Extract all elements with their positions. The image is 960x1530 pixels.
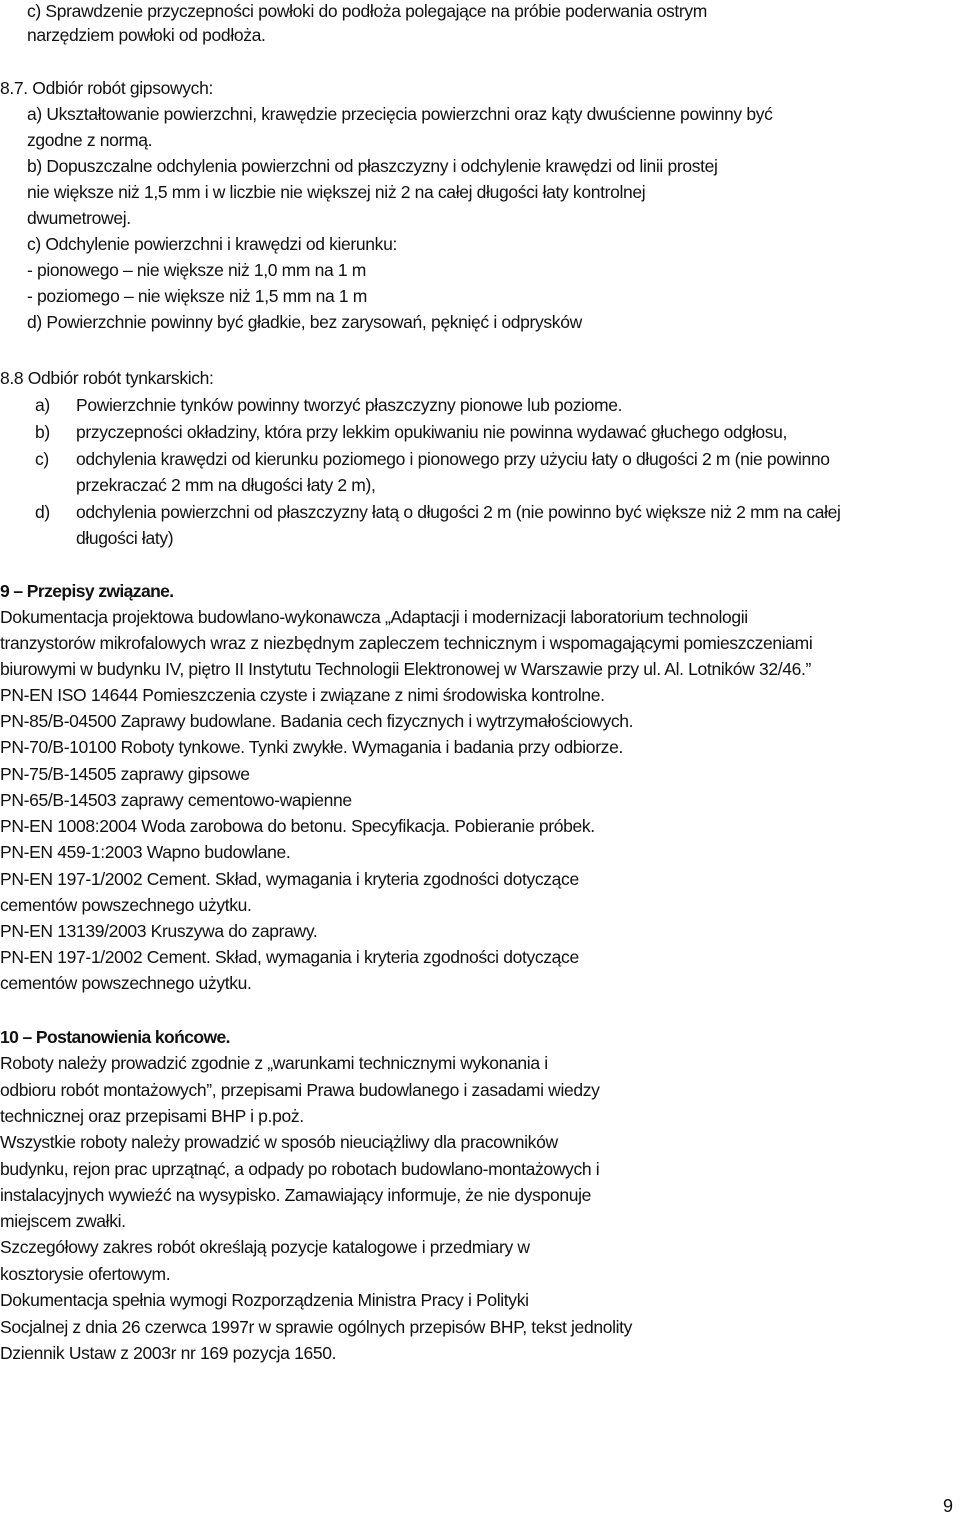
- section-9-line-12: cementów powszechnego użytku.: [0, 895, 252, 915]
- section-8-7-c-line-3: - poziomego – nie większe niż 1,5 mm na 1 m: [27, 286, 367, 306]
- section-8-7-a-line-1: a) Ukształtowanie powierzchni, krawędzie przecięcia powierzchni oraz kąty dwuścienne powinny być: [27, 104, 773, 124]
- section-10-line-6: instalacyjnych wywieźć na wysypisko. Zamawiający informuje, że nie dysponuje: [0, 1185, 592, 1205]
- page-number: 9: [943, 1496, 953, 1516]
- section-9-line-3: biurowymi w budynku IV, piętro II Instytutu Technologii Elektronowej w Warszawie przy ul. Al. Lotników 32/46.”: [0, 659, 811, 679]
- section-10-line-5: budynku, rejon prac uprzątnąć, a odpady po robotach budowlano-montażowych i: [0, 1159, 600, 1179]
- section-9-line-13: PN-EN 13139/2003 Kruszywa do zaprawy.: [0, 921, 318, 941]
- section-8-7-c-line-1: c) Odchylenie powierzchni i krawędzi od kierunku:: [27, 234, 397, 254]
- section-10-line-8: Szczegółowy zakres robót określają pozycje katalogowe i przedmiary w: [0, 1237, 530, 1257]
- section-9-line-7: PN-75/B-14505 zaprawy gipsowe: [0, 764, 250, 784]
- section-9-line-14: PN-EN 197-1/2002 Cement. Skład, wymagania i kryteria zgodności dotyczące: [0, 947, 579, 967]
- section-8-8-item-d-label: d): [35, 502, 50, 522]
- section-10-line-4: Wszystkie roboty należy prowadzić w sposób nieuciążliwy dla pracowników: [0, 1132, 558, 1152]
- section-9-line-4: PN-EN ISO 14644 Pomieszczenia czyste i związane z nimi środowiska kontrolne.: [0, 685, 605, 705]
- section-8-7-heading: 8.7. Odbiór robót gipsowych:: [0, 78, 213, 98]
- section-8-8-item-d-line-1: odchylenia powierzchni od płaszczyzny łatą o długości 2 m (nie powinno być większe niż 2 mm na całej: [76, 502, 841, 522]
- section-10-line-10: Dokumentacja spełnia wymogi Rozporządzenia Ministra Pracy i Polityki: [0, 1290, 529, 1310]
- prev-section-c-line-2: narzędziem powłoki od podłoża.: [27, 25, 266, 45]
- section-10-line-9: kosztorysie ofertowym.: [0, 1264, 171, 1284]
- section-8-7-b-line-3: dwumetrowej.: [27, 208, 131, 228]
- section-8-8-item-d-line-2: długości łaty): [76, 528, 174, 548]
- section-10-line-7: miejscem zwałki.: [0, 1211, 126, 1231]
- section-8-7-b-line-2: nie większe niż 1,5 mm i w liczbie nie większej niż 2 na całej długości łaty kontrolnej: [27, 182, 646, 202]
- section-8-8-item-b-label: b): [35, 422, 50, 442]
- section-8-8-heading: 8.8 Odbiór robót tynkarskich:: [0, 368, 214, 388]
- section-9-line-15: cementów powszechnego użytku.: [0, 973, 252, 993]
- section-9-line-1: Dokumentacja projektowa budowlano-wykonawcza „Adaptacji i modernizacji laboratorium technologii: [0, 607, 748, 627]
- section-9-line-6: PN-70/B-10100 Roboty tynkowe. Tynki zwykłe. Wymagania i badania przy odbiorze.: [0, 737, 623, 757]
- section-9-line-5: PN-85/B-04500 Zaprawy budowlane. Badania cech fizycznych i wytrzymałościowych.: [0, 711, 634, 731]
- section-8-8-item-c-line-1: odchylenia krawędzi od kierunku poziomego i pionowego przy użyciu łaty o długości 2 m (nie powinno: [76, 449, 830, 469]
- section-9-line-10: PN-EN 459-1:2003 Wapno budowlane.: [0, 842, 291, 862]
- section-9-line-2: tranzystorów mikrofalowych wraz z niezbędnym zapleczem technicznym i wspomagającymi pomieszczeniami: [0, 633, 813, 653]
- section-8-8-item-a-line-1: Powierzchnie tynków powinny tworzyć płaszczyzny pionowe lub poziome.: [76, 395, 623, 415]
- section-9-heading: 9 – Przepisy związane.: [0, 581, 174, 601]
- section-8-8-item-c-line-2: przekraczać 2 mm na długości łaty 2 m),: [76, 475, 376, 495]
- prev-section-c-line-1: c) Sprawdzenie przyczepności powłoki do podłoża polegające na próbie poderwania ostrym: [27, 1, 708, 21]
- section-8-7-b-line-1: b) Dopuszczalne odchylenia powierzchni od płaszczyzny i odchylenie krawędzi od linii prostej: [27, 156, 718, 176]
- section-10-line-1: Roboty należy prowadzić zgodnie z „warunkami technicznymi wykonania i: [0, 1053, 548, 1073]
- section-9-line-11: PN-EN 197-1/2002 Cement. Skład, wymagania i kryteria zgodności dotyczące: [0, 869, 579, 889]
- section-9-line-9: PN-EN 1008:2004 Woda zarobowa do betonu. Specyfikacja. Pobieranie próbek.: [0, 816, 595, 836]
- section-8-7-d-line-1: d) Powierzchnie powinny być gładkie, bez zarysowań, pęknięć i odprysków: [27, 312, 582, 332]
- section-9-line-8: PN-65/B-14503 zaprawy cementowo-wapienne: [0, 790, 352, 810]
- section-10-line-2: odbioru robót montażowych”, przepisami Prawa budowlanego i zasadami wiedzy: [0, 1080, 600, 1100]
- section-8-8-item-b-line-1: przyczepności okładziny, która przy lekkim opukiwaniu nie powinna wydawać głuchego odgłosu,: [76, 422, 787, 442]
- section-8-8-item-c-label: c): [35, 449, 49, 469]
- section-8-7-c-line-2: - pionowego – nie większe niż 1,0 mm na 1 m: [27, 260, 367, 280]
- section-8-7-a-line-2: zgodne z normą.: [27, 130, 153, 150]
- section-10-heading: 10 – Postanowienia końcowe.: [0, 1027, 230, 1047]
- section-10-line-3: technicznej oraz przepisami BHP i p.poż.: [0, 1106, 304, 1126]
- section-8-8-item-a-label: a): [35, 395, 50, 415]
- section-10-line-11: Socjalnej z dnia 26 czerwca 1997r w sprawie ogólnych przepisów BHP, tekst jednolity: [0, 1317, 633, 1337]
- section-10-line-12: Dziennik Ustaw z 2003r nr 169 pozycja 1650.: [0, 1343, 337, 1363]
